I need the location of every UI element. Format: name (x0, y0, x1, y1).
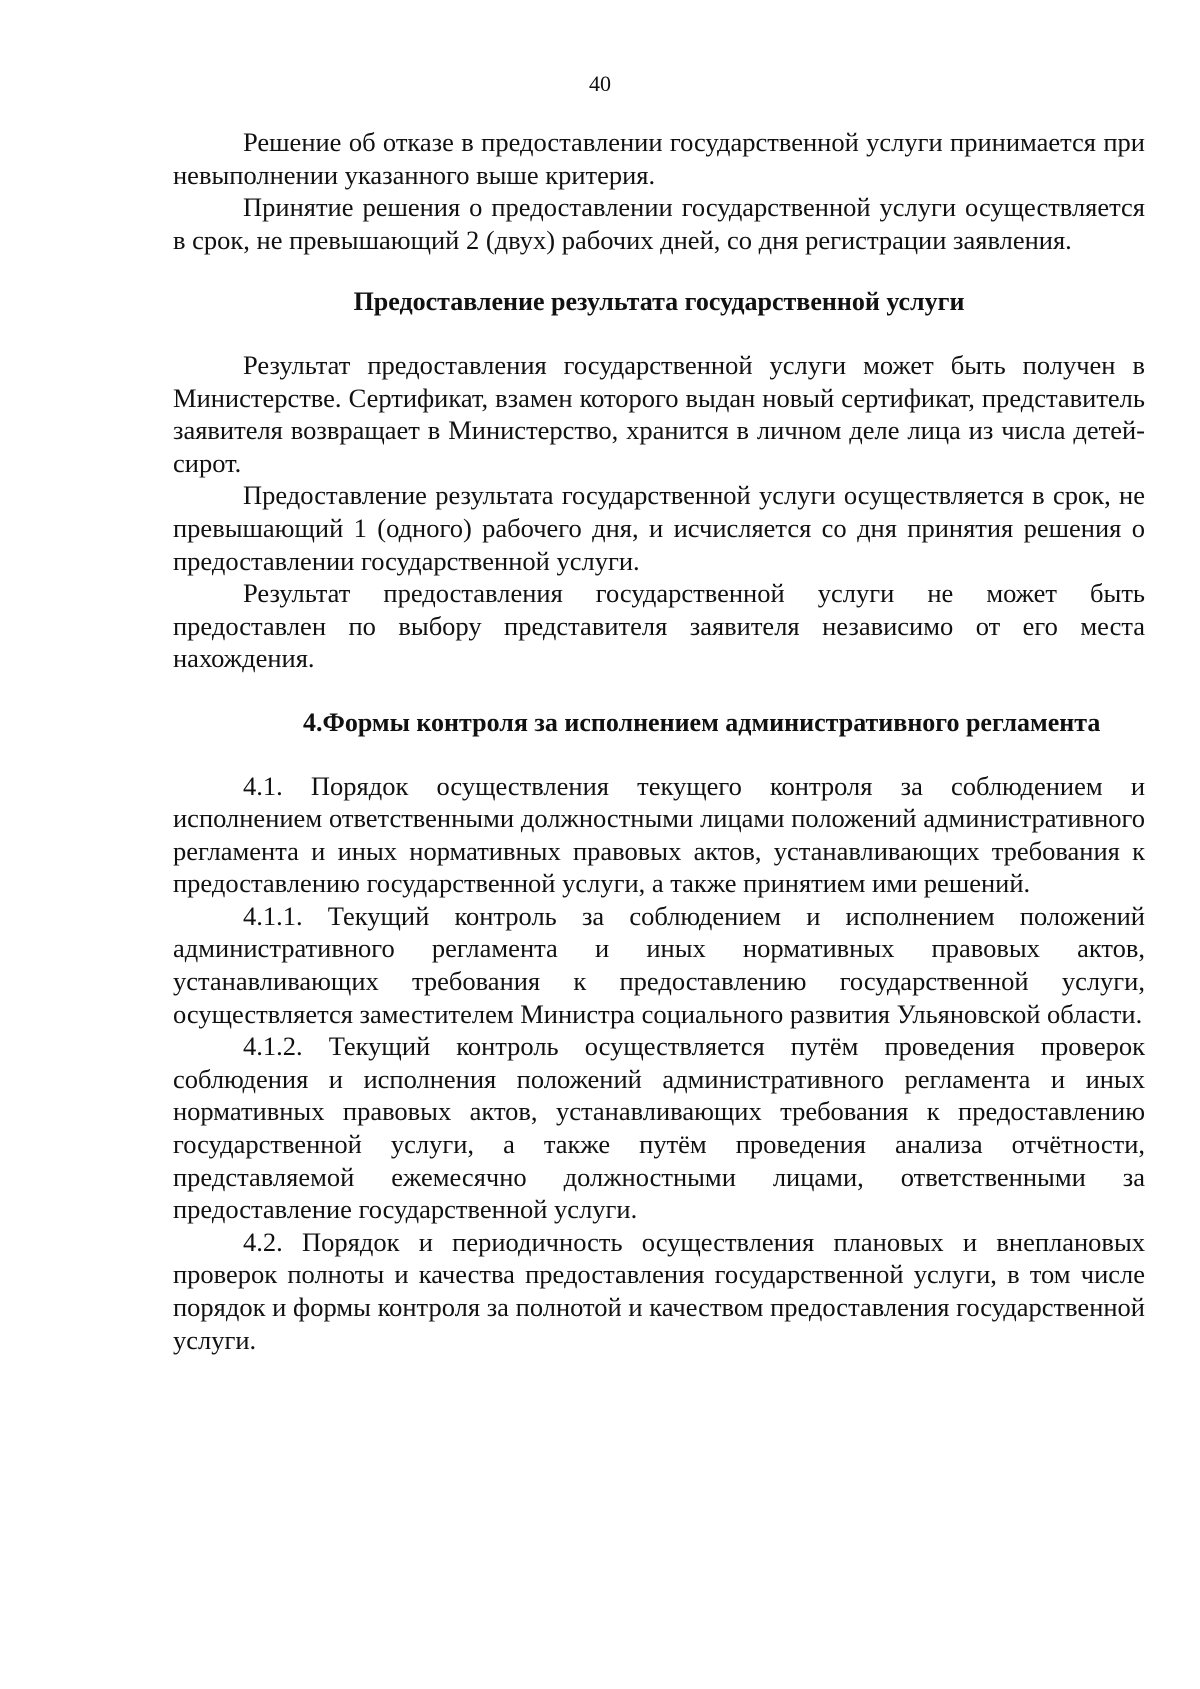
paragraph-result-term: Предоставление результата государственной услуги осуществляется в срок, не превышающий 1 (одного) рабочего дня, и исчисляется со дня принятия решения о предоставлении государственной услуги. (173, 480, 1145, 576)
section-heading-result: Предоставление результата государственной услуги (353, 287, 965, 317)
paragraph-4-1-1: 4.1.1. Текущий контроль за соблюдением и исполнением положений административного регламента и иных нормативных правовых актов, устанавливающих требования к предоставлению государственной услуги, осуществляется заместителем Министра социального развития Ульяновской области. (173, 900, 1145, 1029)
paragraph-refusal-decision: Решение об отказе в предоставлении государственной услуги принимается при невыполнении указанного выше критерия. (173, 127, 1145, 190)
section-heading-control: 4.Формы контроля за исполнением административного регламента (303, 707, 1101, 737)
paragraph-4-1: 4.1. Порядок осуществления текущего контроля за соблюдением и исполнением ответственными должностными лицами положений административного регламента и иных нормативных правовых актов, устанавливающих требования к предоставлению государственной услуги, а также принятием ими решений. (173, 770, 1145, 899)
page-number: 40 (589, 71, 611, 96)
paragraph-decision-term: Принятие решения о предоставлении государственной услуги осуществляется в срок, не превышающий 2 (двух) рабочих дней, со дня регистрации заявления. (173, 192, 1145, 255)
paragraph-result-receipt: Результат предоставления государственной услуги может быть получен в Министерстве. Сертификат, взамен которого выдан новый сертификат, представитель заявителя возвращает в Министерство, хранится в личном деле лица из числа детей-сирот. (173, 349, 1145, 478)
paragraph-4-2: 4.2. Порядок и периодичность осуществления плановых и внеплановых проверок полноты и качества предоставления государственной услуги, в том числе порядок и формы контроля за полнотой и качеством предоставления государственной услуги. (173, 1226, 1145, 1355)
page-content (173, 126, 1145, 1356)
paragraph-result-location: Результат предоставления государственной услуги не может быть предоставлен по выбору представителя заявителя независимо от его места нахождения. (173, 578, 1145, 674)
paragraph-4-1-2: 4.1.2. Текущий контроль осуществляется путём проведения проверок соблюдения и исполнения положений административного регламента и иных нормативных правовых актов, устанавливающих требования к предоставлению государственной услуги, а также путём проведения анализа отчётности, представляемой ежемесячно должностными лицами, ответственными за предоставление государственной услуги. (173, 1031, 1145, 1225)
